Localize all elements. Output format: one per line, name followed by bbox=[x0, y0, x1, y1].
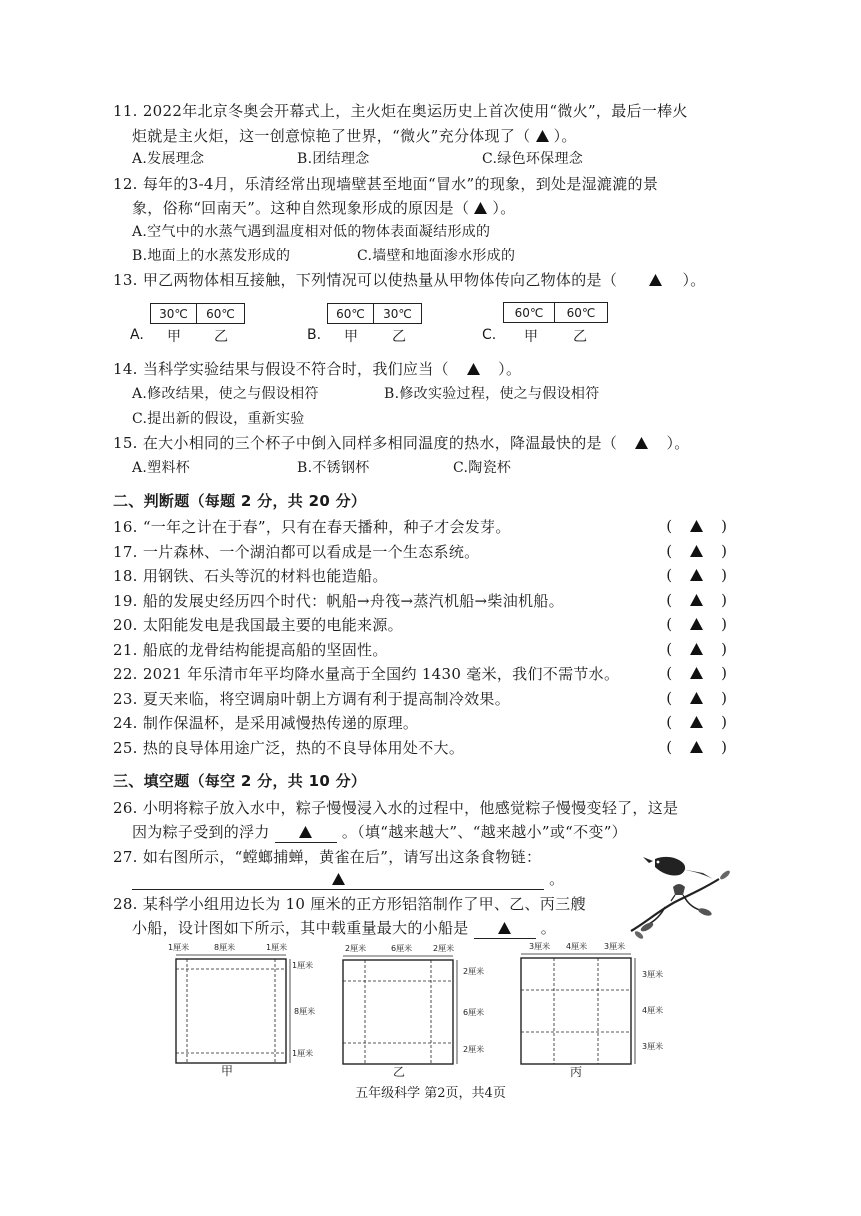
q13-b-letter: B. bbox=[307, 327, 322, 343]
judge-answer-parens[interactable] bbox=[666, 664, 727, 682]
q28-line2-end: 。 bbox=[540, 919, 557, 937]
q26-line2-text: 因为粽子受到的浮力 bbox=[132, 823, 270, 841]
triangle-mark-icon bbox=[690, 741, 703, 753]
paren-close: ) bbox=[721, 688, 727, 707]
yi-side-label-2: 6厘米 bbox=[463, 1008, 485, 1017]
judge-answer-parens[interactable] bbox=[666, 566, 727, 584]
section-2-heading: 二、判断题（每题 2 分，共 20 分） bbox=[113, 492, 367, 510]
judge-item bbox=[113, 615, 403, 635]
q12-line2 bbox=[132, 198, 516, 218]
jia-top-label-2: 8厘米 bbox=[214, 943, 236, 952]
q13-option-c-box bbox=[503, 302, 608, 323]
judge-item-text: 23. 夏天来临，将空调扇叶朝上方调有利于提高制冷效果。 bbox=[113, 689, 511, 708]
q14-option-c: C.提出新的假设，重新实验 bbox=[132, 411, 305, 427]
judge-item-text: 17. 一片森林、一个湖泊都可以看成是一个生态系统。 bbox=[113, 542, 480, 561]
judge-item bbox=[113, 591, 564, 611]
triangle-mark-icon bbox=[332, 873, 345, 885]
triangle-mark-icon bbox=[649, 274, 662, 286]
q12-option-b: B.地面上的水蒸发形成的 bbox=[132, 248, 291, 264]
jia-side-label-3: 1厘米 bbox=[292, 1049, 314, 1058]
q12-option-a: A.空气中的水蒸气遇到温度相对低的物体表面凝结形成的 bbox=[132, 224, 491, 240]
judge-item bbox=[113, 640, 388, 660]
q12-line1: 12. 每年的3-4月，乐清经常出现墙壁甚至地面“冒水”的现象，到处是湿漉漉的景 bbox=[113, 175, 659, 193]
paren-close: ) bbox=[721, 713, 727, 731]
q13-a-jia-temp: 30℃ bbox=[159, 306, 188, 321]
q13-a-yi-label: 乙 bbox=[214, 329, 228, 345]
section-3-heading: 三、填空题（每空 2 分，共 10 分） bbox=[113, 772, 367, 790]
q15-option-b: B.不锈钢杯 bbox=[297, 460, 370, 476]
q28-line2-text: 小船，设计图如下所示，其中载重量最大的小船是 bbox=[132, 919, 469, 937]
jia-side-label-1: 1厘米 bbox=[292, 961, 314, 970]
judge-item bbox=[113, 689, 510, 709]
paren-open: ( bbox=[666, 590, 673, 609]
q26-line2 bbox=[132, 822, 627, 843]
yi-side-label-3: 2厘米 bbox=[463, 1045, 485, 1054]
mantis-bird-illustration bbox=[625, 849, 735, 941]
q28-answer-blank[interactable] bbox=[474, 918, 536, 939]
q28-line1: 28. 某科学小组用边长为 10 厘米的正方形铝箔制作了甲、乙、丙三艘 bbox=[113, 895, 586, 913]
judge-item-text: 22. 2021 年乐清市年平均降水量高于全国约 1430 毫米，我们不需节水。 bbox=[113, 665, 620, 683]
q11-line2-text: 炬就是主火炬，这一创意惊艳了世界，“微火”充分体现了（ bbox=[132, 127, 531, 145]
triangle-mark-icon bbox=[690, 594, 703, 606]
q15-option-c: C.陶瓷杯 bbox=[453, 460, 512, 476]
diagram-bing bbox=[521, 941, 663, 1078]
judge-answer-parens[interactable] bbox=[666, 542, 727, 560]
q13-c-yi-temp: 60℃ bbox=[554, 303, 607, 322]
triangle-mark-icon bbox=[635, 437, 648, 449]
paren-open: ( bbox=[666, 639, 673, 658]
boat-design-diagrams bbox=[0, 938, 861, 1078]
q13-c-jia-temp: 60℃ bbox=[514, 305, 544, 320]
q11-line2 bbox=[132, 126, 577, 146]
triangle-mark-icon bbox=[690, 692, 703, 704]
paren-close: ) bbox=[721, 517, 727, 535]
judge-item-text: 25. 热的良导体用途广泛，热的不良导体用处不大。 bbox=[113, 738, 465, 757]
triangle-mark-icon bbox=[498, 922, 511, 934]
q26-answer-blank[interactable] bbox=[275, 822, 337, 843]
judge-item-text: 20. 太阳能发电是我国最主要的电能来源。 bbox=[113, 616, 403, 634]
judge-answer-parens[interactable] bbox=[666, 713, 727, 731]
q13-line1-end: ）。 bbox=[682, 271, 706, 289]
judge-item-text: 16. “一年之计在于春”，只有在春天播种，种子才会发芽。 bbox=[113, 518, 511, 536]
q11-option-c: C.绿色环保理念 bbox=[482, 151, 584, 167]
q26-line1: 26. 小明将粽子放入水中，粽子慢慢浸入水的过程中，他感觉粽子慢慢变轻了，这是 bbox=[113, 799, 679, 817]
jia-top-label-1: 1厘米 bbox=[168, 943, 190, 952]
q13-line1 bbox=[113, 270, 706, 290]
bing-name-label: 丙 bbox=[570, 1065, 583, 1078]
q27-line2 bbox=[132, 869, 564, 890]
q13-option-b-box bbox=[327, 303, 422, 324]
paren-close: ) bbox=[721, 615, 727, 633]
yi-name-label: 乙 bbox=[393, 1065, 406, 1078]
paren-close: ) bbox=[721, 664, 727, 682]
jia-side-label-2: 8厘米 bbox=[294, 1007, 316, 1016]
paren-close: ) bbox=[721, 737, 727, 756]
jia-top-label-3: 1厘米 bbox=[266, 943, 288, 952]
bing-top-label-1: 3厘米 bbox=[529, 942, 551, 951]
judge-item bbox=[113, 517, 511, 537]
q15-line1 bbox=[113, 433, 690, 453]
jia-name-label: 甲 bbox=[221, 1064, 234, 1078]
q15-line1-text: 15. 在大小相同的三个杯子中倒入同样多相同温度的热水，降温最快的是（ bbox=[113, 434, 618, 452]
q11-line2-end: ）。 bbox=[553, 127, 577, 145]
judge-item bbox=[113, 542, 479, 562]
q13-line1-text: 13. 甲乙两物体相互接触，下列情况可以使热量从甲物体传向乙物体的是（ bbox=[113, 271, 618, 289]
judge-item-text: 19. 船的发展史经历四个时代：帆船→舟筏→蒸汽机船→柴油机船。 bbox=[113, 591, 564, 610]
judge-answer-parens[interactable] bbox=[666, 689, 727, 707]
q12-line2-text: 象，俗称“回南天”。这种自然现象形成的原因是（ bbox=[132, 199, 470, 217]
judge-answer-parens[interactable] bbox=[666, 640, 727, 658]
q14-option-b: B.修改实验过程，使之与假设相符 bbox=[384, 386, 600, 402]
diagram-yi bbox=[343, 943, 484, 1078]
judge-item-text: 21. 船底的龙骨结构能提高船的坚固性。 bbox=[113, 640, 388, 659]
q13-c-jia-label: 甲 bbox=[524, 329, 538, 345]
q13-b-jia-temp: 60℃ bbox=[336, 306, 365, 321]
q27-line2-end: 。 bbox=[549, 870, 565, 888]
paren-close: ) bbox=[721, 590, 727, 609]
paren-open: ( bbox=[666, 713, 673, 731]
bing-side-label-3: 3厘米 bbox=[642, 1042, 664, 1051]
yi-side-label-1: 2厘米 bbox=[463, 967, 485, 976]
q13-a-yi-temp: 60℃ bbox=[196, 304, 244, 323]
paren-close: ) bbox=[721, 566, 727, 584]
page-footer: 五年级科学 第2页，共4页 bbox=[355, 1086, 506, 1101]
q13-option-a-box bbox=[150, 303, 245, 324]
q13-c-yi-label: 乙 bbox=[573, 329, 587, 345]
bing-side-label-2: 4厘米 bbox=[642, 1006, 664, 1015]
q11-option-a: A.发展理念 bbox=[132, 151, 205, 167]
yi-top-label-2: 6厘米 bbox=[391, 944, 413, 953]
q14-option-a: A.修改结果，使之与假设相符 bbox=[132, 386, 319, 402]
q13-a-jia-label: 甲 bbox=[167, 329, 181, 345]
q15-line1-end: ）。 bbox=[666, 434, 690, 452]
q26-line2-end: 。（填“越来越大”、“越来越小”或“不变”） bbox=[341, 823, 627, 841]
paren-close: ) bbox=[721, 639, 727, 658]
paren-open: ( bbox=[666, 615, 673, 633]
paren-open: ( bbox=[666, 517, 673, 535]
triangle-mark-icon bbox=[299, 826, 312, 838]
q13-b-yi-label: 乙 bbox=[392, 329, 406, 345]
q13-b-jia-label: 甲 bbox=[344, 329, 358, 345]
diagram-jia bbox=[168, 942, 315, 1078]
q15-option-a: A.塑料杯 bbox=[132, 460, 191, 476]
judge-item bbox=[113, 713, 418, 733]
q11-option-b: B.团结理念 bbox=[297, 151, 370, 167]
judge-answer-parens[interactable] bbox=[666, 517, 727, 535]
paren-open: ( bbox=[666, 664, 673, 682]
triangle-mark-icon bbox=[690, 569, 703, 581]
q12-line2-end: ）。 bbox=[492, 199, 516, 217]
triangle-mark-icon bbox=[690, 643, 703, 655]
q13-a-letter: A. bbox=[130, 327, 144, 343]
bing-top-label-2: 4厘米 bbox=[566, 942, 588, 951]
bing-side-label-1: 3厘米 bbox=[642, 970, 664, 979]
q14-line1 bbox=[113, 359, 521, 379]
paren-open: ( bbox=[666, 737, 673, 756]
judge-item bbox=[113, 664, 619, 684]
judge-item-text: 24. 制作保温杯，是采用减慢热传递的原理。 bbox=[113, 714, 419, 732]
q13-b-yi-temp: 30℃ bbox=[373, 304, 421, 323]
q12-option-c: C.墙壁和地面渗水形成的 bbox=[357, 248, 516, 264]
judge-answer-parens[interactable] bbox=[666, 591, 727, 609]
judge-item bbox=[113, 566, 388, 586]
bing-top-label-3: 3厘米 bbox=[604, 942, 626, 951]
triangle-mark-icon bbox=[474, 202, 487, 214]
paren-open: ( bbox=[666, 566, 673, 584]
q27-line1: 27. 如右图所示，“螳螂捕蝉，黄雀在后”，请写出这条食物链： bbox=[113, 848, 542, 866]
q28-line2 bbox=[132, 918, 556, 939]
yi-top-label-1: 2厘米 bbox=[345, 944, 367, 953]
yi-top-label-3: 2厘米 bbox=[433, 944, 455, 953]
triangle-mark-icon bbox=[690, 618, 703, 630]
judge-answer-parens[interactable] bbox=[666, 615, 727, 633]
triangle-mark-icon bbox=[690, 545, 703, 557]
paren-open: ( bbox=[666, 541, 673, 560]
triangle-mark-icon bbox=[536, 130, 549, 142]
q13-c-letter: C. bbox=[482, 327, 497, 343]
judge-item-text: 18. 用钢铁、石头等沉的材料也能造船。 bbox=[113, 567, 388, 585]
judge-item bbox=[113, 738, 464, 758]
q14-line1-end: ）。 bbox=[498, 360, 522, 378]
judge-answer-parens[interactable] bbox=[666, 738, 727, 756]
q14-line1-text: 14. 当科学实验结果与假设不符合时，我们应当（ bbox=[113, 360, 449, 378]
triangle-mark-icon bbox=[690, 520, 703, 532]
paren-open: ( bbox=[666, 688, 673, 707]
triangle-mark-icon bbox=[690, 716, 703, 728]
triangle-mark-icon bbox=[467, 363, 480, 375]
paren-close: ) bbox=[721, 541, 727, 560]
q11-line1: 11. 2022年北京冬奥会开幕式上，主火炬在奥运历史上首次使用“微火”，最后一棒火 bbox=[113, 102, 688, 120]
triangle-mark-icon bbox=[690, 667, 703, 679]
q27-answer-blank[interactable] bbox=[132, 869, 544, 890]
